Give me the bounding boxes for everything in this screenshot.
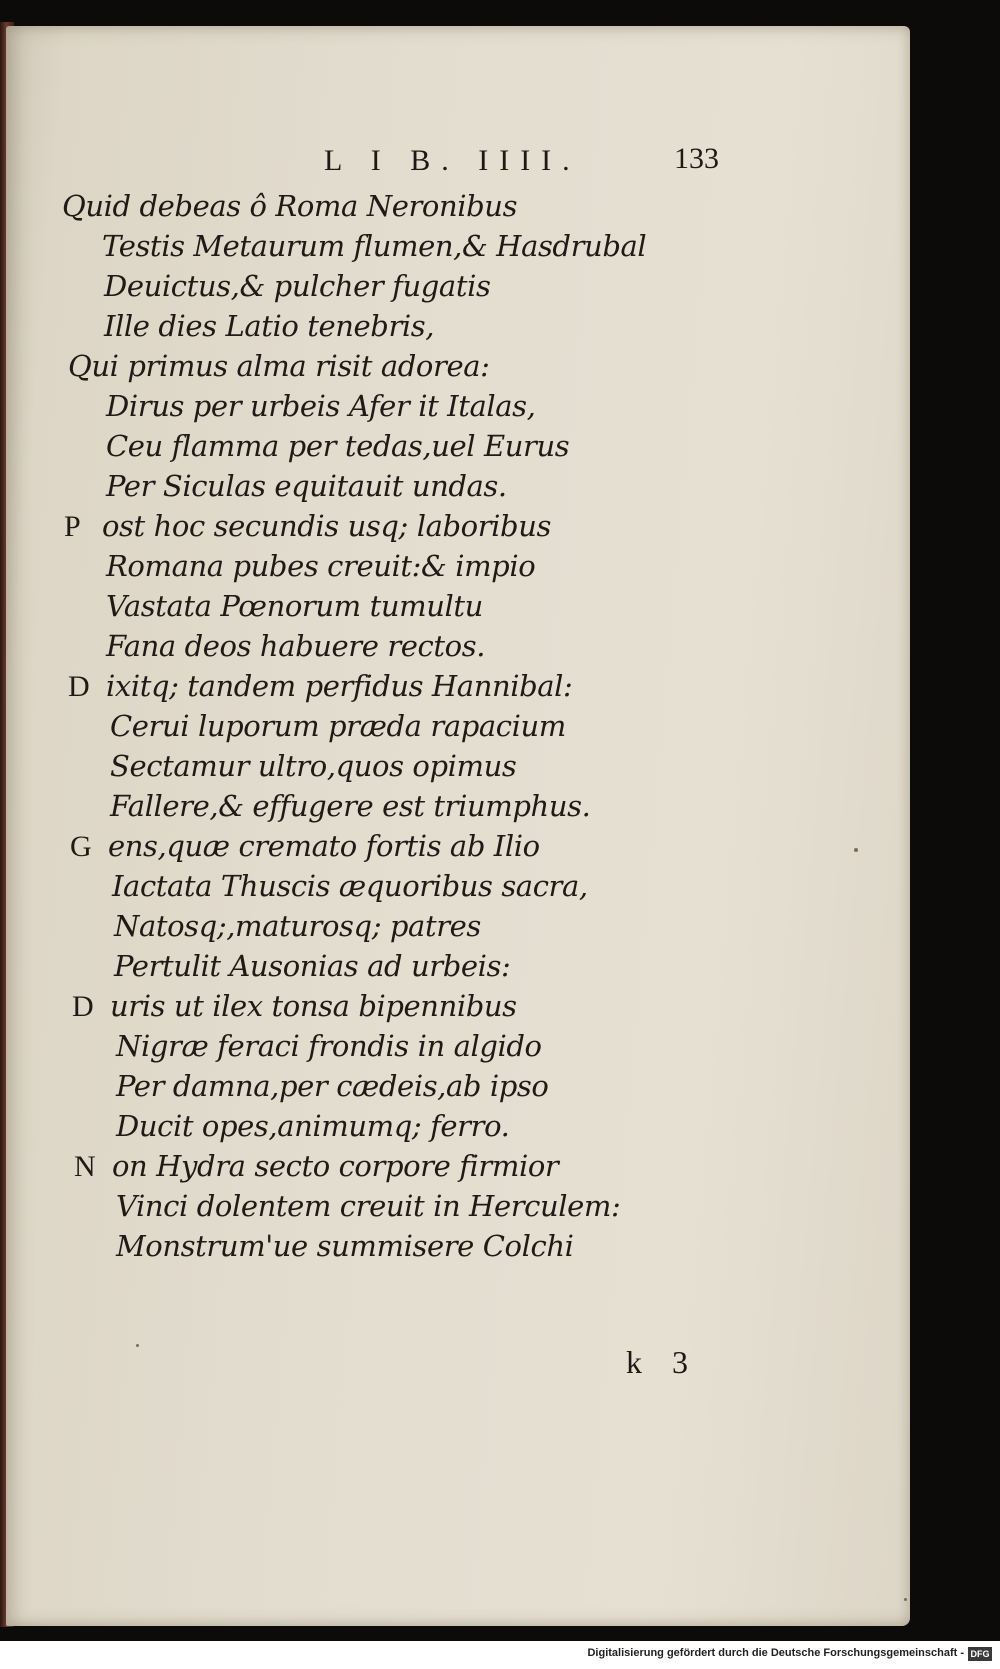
- verse-text: Ceu flamma per tedas,uel Eurus: [106, 429, 570, 463]
- verse-text: Fallere,& effugere est triumphus.: [110, 789, 591, 823]
- verse-line: [114, 908, 481, 944]
- book-page: [6, 26, 910, 1626]
- verse-line: [116, 1068, 548, 1104]
- dfg-logo: DFG: [968, 1647, 992, 1661]
- footer-bar: [0, 1641, 1000, 1669]
- verse-line: [106, 388, 535, 424]
- verse-text: Vastata Pœnorum tumultu: [106, 589, 483, 623]
- verse-text: Testis Metaurum flumen,& Hasdrubal: [102, 229, 647, 263]
- verse-text: Ducit opes,animumq; ferro.: [116, 1109, 510, 1143]
- verse-line: [104, 308, 434, 344]
- verse-line: [70, 828, 540, 865]
- verse-line: [106, 628, 485, 664]
- verse-line: [114, 948, 510, 984]
- verse-line: [106, 588, 483, 624]
- paper-speck: [136, 1344, 139, 1347]
- verse-line: [68, 668, 572, 705]
- verse-text: Pertulit Ausonias ad urbeis:: [114, 949, 511, 983]
- verse-text: Sectamur ultro,quos opimus: [110, 749, 517, 783]
- verse-line: [62, 188, 517, 224]
- verse-text: ost hoc secundis usq; laboribus: [102, 509, 551, 543]
- verse-line: [112, 868, 588, 904]
- verse-text: Natosq;,maturosq; patres: [114, 909, 481, 943]
- verse-line: [106, 548, 535, 584]
- verse-text: Nigræ feraci frondis in algido: [116, 1029, 542, 1063]
- verse-line: [116, 1188, 620, 1224]
- verse-initial: D: [72, 990, 94, 1023]
- verse-text: Dirus per urbeis Afer it Italas,: [106, 389, 536, 423]
- verse-text: Quid debeas ô Roma Neronibus: [62, 189, 518, 223]
- signature-mark: k 3: [626, 1344, 688, 1380]
- verse-text: ixitq; tandem perfidus Hannibal:: [106, 669, 573, 703]
- paper-speck: [904, 1598, 907, 1601]
- verse-line: [104, 268, 490, 304]
- verse-line: [74, 1148, 558, 1185]
- verse-initial: D: [68, 670, 90, 703]
- verse-text: Fana deos habuere rectos.: [106, 629, 486, 663]
- footer-credit: Digitalisierung gefördert durch die Deutsche Forschungsgemeinschaft -: [587, 1647, 964, 1659]
- verse-text: Per Siculas equitauit undas.: [106, 469, 507, 503]
- verse-line: [106, 468, 507, 504]
- verse-text: Iactata Thuscis æquoribus sacra,: [112, 869, 588, 903]
- verse-text: ens,quæ cremato fortis ab Ilio: [108, 829, 540, 863]
- verse-text: Per damna,per cædeis,ab ipso: [116, 1069, 549, 1103]
- verse-text: Monstrum'ue summisere Colchi: [116, 1229, 574, 1263]
- verse-line: [106, 428, 569, 464]
- running-head: L I B. IIII.: [324, 144, 581, 177]
- verse-line: [110, 708, 566, 744]
- verse-text: uris ut ilex tonsa bipennibus: [110, 989, 517, 1023]
- verse-line: [116, 1228, 573, 1264]
- verse-line: [64, 508, 551, 545]
- verse-initial: G: [70, 830, 92, 863]
- verse-text: on Hydra secto corpore firmior: [112, 1149, 559, 1183]
- verse-text: Cerui luporum præda rapacium: [110, 709, 566, 743]
- verse-text: Deuictus,& pulcher fugatis: [104, 269, 491, 303]
- paper-speck: [854, 848, 858, 852]
- verse-line: [116, 1108, 509, 1144]
- verse-line: [110, 748, 516, 784]
- verse-text: Qui primus alma risit adorea:: [68, 349, 490, 383]
- verse-text: Vinci dolentem creuit in Herculem:: [116, 1189, 621, 1223]
- verse-line: [72, 988, 517, 1025]
- verse-initial: P: [64, 510, 81, 543]
- verse-line: [116, 1028, 542, 1064]
- verse-line: [102, 228, 646, 264]
- page-number: 133: [674, 142, 719, 175]
- verse-line: [110, 788, 590, 824]
- verse-text: Ille dies Latio tenebris,: [104, 309, 435, 343]
- verse-initial: N: [74, 1150, 96, 1183]
- verse-line: [68, 348, 489, 384]
- verse-text: Romana pubes creuit:& impio: [106, 549, 536, 583]
